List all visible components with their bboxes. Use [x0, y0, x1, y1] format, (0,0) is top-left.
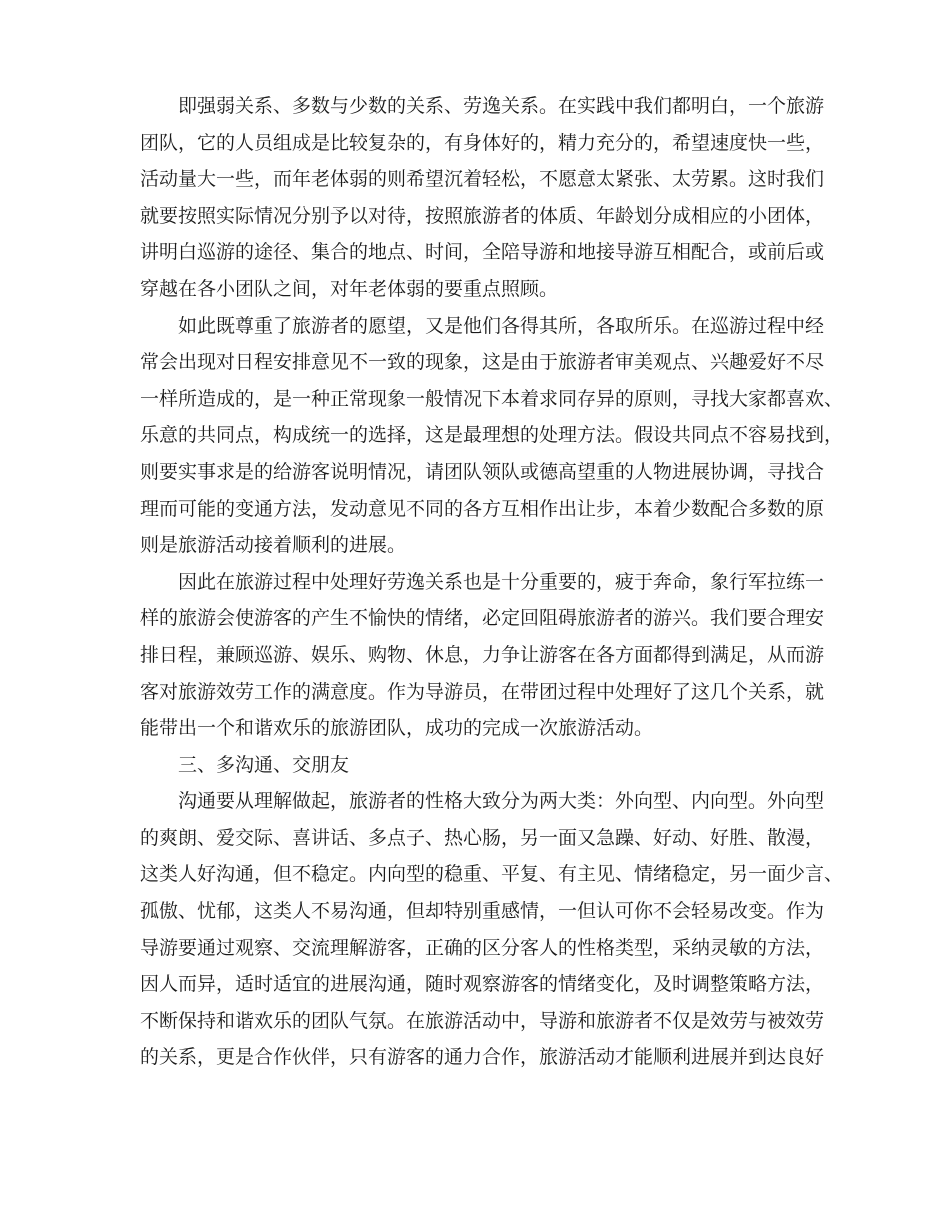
text-line: 理而可能的变通方法，发动意见不同的各方互相作出让步，本着少数配合多数的原 — [140, 497, 825, 520]
document-body — [140, 88, 844, 1076]
paragraph-start-line: 即强弱关系、多数与少数的关系、劳逸关系。在实践中我们都明白，一个旅游 — [178, 95, 825, 117]
text-line: 团队，它的人员组成是比较复杂的，有身体好的，精力充分的，希望速度快一些， — [140, 131, 825, 154]
text-line: 的爽朗、爱交际、喜讲话、多点子、热心肠，另一面又急躁、好动、好胜、散漫， — [140, 826, 825, 849]
text-line: 一样所造成的，是一种正常现象一般情况下本着求同存异的原则，寻找大家都喜欢、 — [140, 387, 844, 410]
text-line: 排日程，兼顾巡游、娱乐、购物、休息，力争让游客在各方面都得到满足，从而游 — [140, 643, 825, 666]
text-line: 乐意的共同点，构成统一的选择，这是最理想的处理方法。假设共同点不容易找到， — [140, 424, 844, 447]
text-line: 则要实事求是的给游客说明情况，请团队领队或德高望重的人物进展协调，寻找合 — [140, 460, 825, 483]
text-line: 常会出现对日程安排意见不一致的现象，这是由于旅游者审美观点、兴趣爱好不尽 — [140, 351, 825, 374]
paragraph-start-line: 如此既尊重了旅游者的愿望，又是他们各得其所，各取所乐。在巡游过程中经 — [178, 314, 825, 337]
paragraph-start-line: 三、多沟通、交朋友 — [178, 753, 350, 776]
paragraph-start-line: 沟通要从理解做起，旅游者的性格大致分为两大类：外向型、内向型。外向型 — [178, 790, 825, 813]
text-line: 不断保持和谐欢乐的团队气氛。在旅游活动中，导游和旅游者不仅是效劳与被效劳 — [140, 1009, 825, 1032]
text-line: 孤傲、忧郁，这类人不易沟通，但却特别重感情，一但认可你不会轻易改变。作为 — [140, 900, 825, 923]
text-line: 则是旅游活动接着顺利的进展。 — [140, 534, 407, 557]
text-line: 客对旅游效劳工作的满意度。作为导游员，在带团过程中处理好了这几个关系，就 — [140, 680, 825, 703]
text-line: 导游要通过观察、交流理解游客，正确的区分客人的性格类型，采纳灵敏的方法， — [140, 936, 825, 959]
text-line: 因人而异，适时适宜的进展沟通，随时观察游客的情绪变化，及时调整策略方法， — [140, 973, 825, 996]
text-line: 能带出一个和谐欢乐的旅游团队，成功的完成一次旅游活动。 — [140, 717, 654, 740]
paragraph-start-line: 因此在旅游过程中处理好劳逸关系也是十分重要的，疲于奔命，象行军拉练一 — [178, 570, 825, 593]
text-line: 样的旅游会使游客的产生不愉快的情绪，必定回阻碍旅游者的游兴。我们要合理安 — [140, 607, 825, 630]
text-line: 就要按照实际情况分别予以对待，按照旅游者的体质、年龄划分成相应的小团体， — [140, 204, 825, 227]
text-line: 穿越在各小团队之间，对年老体弱的要重点照顾。 — [140, 277, 559, 300]
text-line: 讲明白巡游的途径、集合的地点、时间，全陪导游和地接导游互相配合，或前后或 — [140, 241, 825, 264]
text-line: 活动量大一些，而年老体弱的则希望沉着轻松，不愿意太紧张、太劳累。这时我们 — [140, 168, 825, 191]
text-line: 的关系，更是合作伙伴，只有游客的通力合作，旅游活动才能顺利进展并到达良好 — [140, 1046, 825, 1069]
text-line: 这类人好沟通，但不稳定。内向型的稳重、平复、有主见、情绪稳定，另一面少言、 — [140, 863, 844, 886]
